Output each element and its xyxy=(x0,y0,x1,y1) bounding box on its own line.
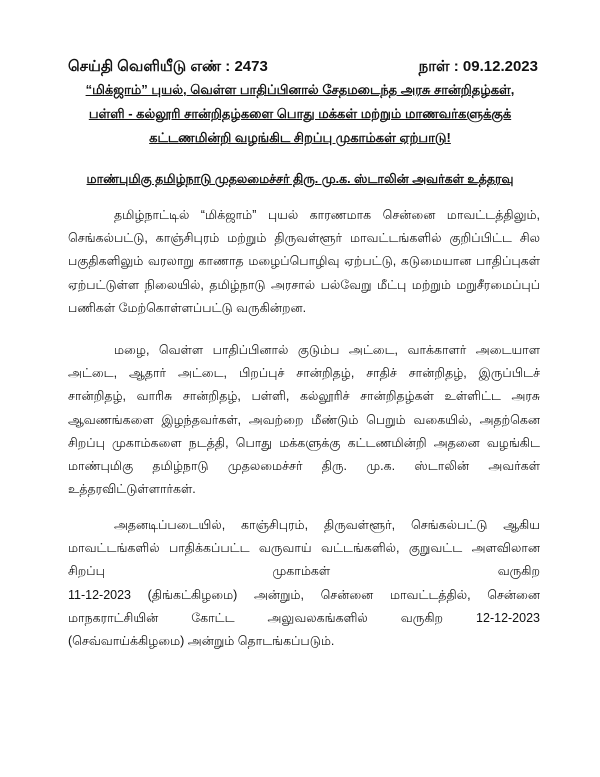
title-line: கட்டணமின்றி வழங்கிட சிறப்பு முகாம்கள் ஏற்பாடு! xyxy=(149,130,451,145)
paragraph-3 xyxy=(68,514,540,653)
paragraph-line: அதனடிப்படையில், காஞ்சிபுரம், திருவள்ளூர், செங்கல்பட்டு ஆகிய xyxy=(114,518,540,532)
paragraph-line: ஏற்பட்டுள்ள நிலையில், தமிழ்நாடு அரசால் பல்வேறு மீட்பு மற்றும் மறுசீரமைப்புப் xyxy=(68,277,540,292)
paragraph-line: சான்றிதழ், வாரிசு சான்றிதழ், பள்ளி, கல்லூரிச் சான்றிதழ்கள் உள்ளிட்ட அரசு xyxy=(68,389,540,404)
paragraph-line: அட்டை, ஆதார் அட்டை, பிறப்புச் சான்றிதழ், சாதிச் சான்றிதழ், இருப்பிடச் xyxy=(68,366,540,381)
title-line: “மிக்ஜாம்” புயல், வெள்ள பாதிப்பினால் சேதமடைந்த அரசு சான்றிதழ்கள், xyxy=(85,82,515,97)
paragraph-line: பகுதிகளிலும் வரலாறு காணாத மழைப்பொழிவு ஏற்பட்டு, கடுமையான பாதிப்புகள் xyxy=(68,254,540,269)
paragraph-line: தமிழ்நாட்டில் “மிக்ஜாம்” புயல் காரணமாக சென்னை மாவட்டத்திலும், xyxy=(114,208,540,222)
paragraph-line: மாவட்டங்களில் பாதிக்கப்பட்ட வருவாய் வட்டங்களில், குறுவட்ட அளவிலான xyxy=(68,541,540,556)
paragraph-line: மாநகராட்சியின் கோட்ட அலுவலகங்களில் வருகிற 12-12-2023 xyxy=(68,610,540,625)
document-header xyxy=(68,58,538,77)
paragraph-2 xyxy=(68,339,540,501)
paragraph-line: (செவ்வாய்க்கிழமை) அன்றும் தொடங்கப்படும். xyxy=(68,634,335,649)
paragraph-line: உத்தரவிட்டுள்ளார்கள். xyxy=(68,482,196,497)
paragraph-line: மழை, வெள்ள பாதிப்பினால் குடும்ப அட்டை, வாக்காளர் அடையாள xyxy=(114,343,540,357)
release-date: நாள் : 09.12.2023 xyxy=(418,58,538,75)
paragraph-1 xyxy=(68,204,540,320)
paragraph-line: சிறப்பு முகாம்களை நடத்தி, பொது மக்களுக்கு கட்டணமின்றி அதனை வழங்கிட xyxy=(68,435,540,450)
paragraph-line: ஆவணங்களை இழந்தவர்கள், அவற்றை மீண்டும் பெறும் வகையில், அதற்கென xyxy=(68,412,540,427)
paragraph-line: பணிகள் மேற்கொள்ளப்பட்டு வருகின்றன. xyxy=(68,300,307,315)
paragraph-line: சிறப்பு முகாம்கள் வருகிற xyxy=(68,564,540,579)
title-line: பள்ளி - கல்லூரி சான்றிதழ்களை பொது மக்கள் மற்றும் மாணவர்களுக்குக் xyxy=(88,106,512,121)
release-number: செய்தி வெளியீடு எண் : 2473 xyxy=(68,58,268,75)
paragraph-line: 11-12-2023 (திங்கட்கிழமை) அன்றும், சென்னை மாவட்டத்தில், சென்னை xyxy=(68,587,540,602)
paragraph-line: செங்கல்பட்டு, காஞ்சிபுரம் மற்றும் திருவள்ளூர் மாவட்டங்களில் குறிப்பிட்ட சில xyxy=(68,231,540,246)
document-title xyxy=(40,78,560,150)
document-subtitle: மாண்புமிகு தமிழ்நாடு முதலமைச்சர் திரு. மு.க. ஸ்டாலின் அவர்கள் உத்தரவு xyxy=(86,172,514,186)
paragraph-line: மாண்புமிகு தமிழ்நாடு முதலமைச்சர் திரு. மு.க. ஸ்டாலின் அவர்கள் xyxy=(68,459,540,474)
